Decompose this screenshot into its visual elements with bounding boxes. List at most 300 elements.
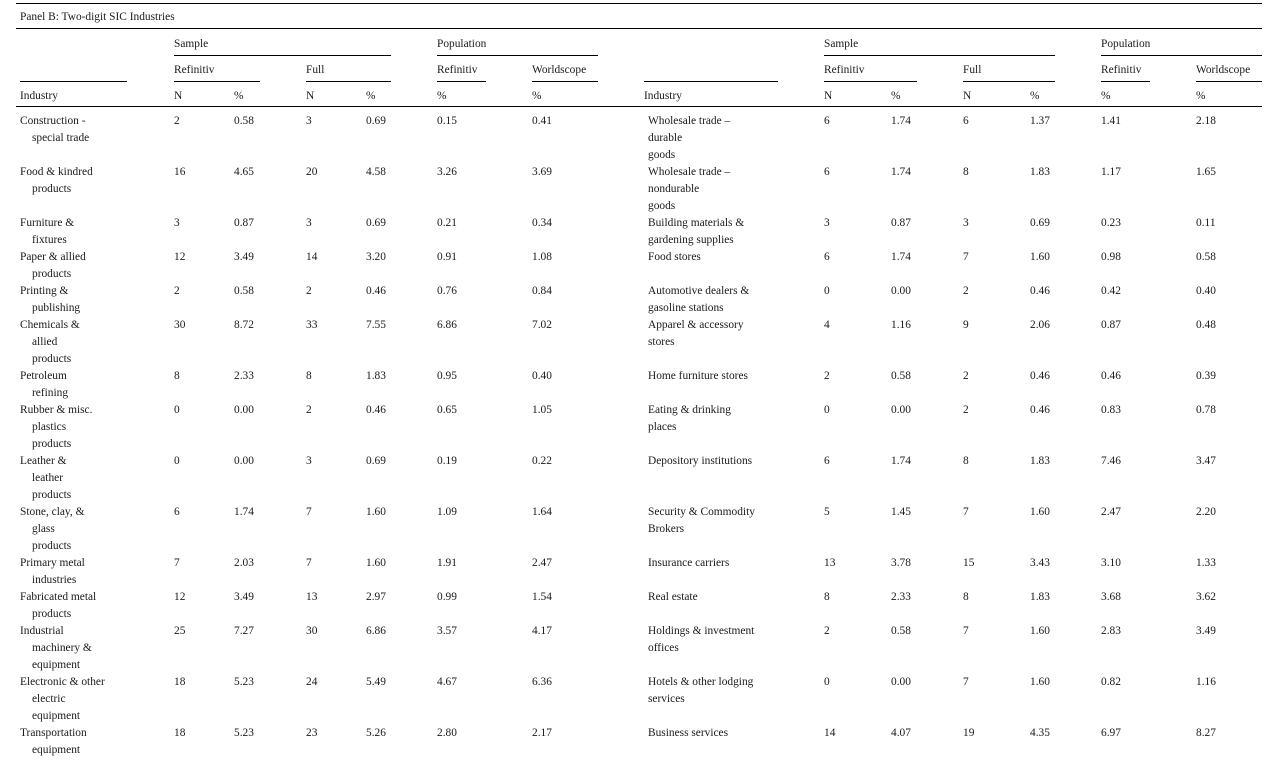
table-row bbox=[16, 453, 1262, 504]
industry-name-line: Leather & bbox=[20, 455, 67, 467]
right-refinitiv-pct-cell: 1.74 bbox=[891, 115, 911, 127]
industry-cell-right bbox=[644, 674, 824, 725]
left-full-n-cell: 3 bbox=[306, 115, 312, 127]
header-n-right-1: N bbox=[824, 90, 833, 102]
right-full-pct-cell: 1.60 bbox=[1030, 625, 1050, 637]
top-rule bbox=[16, 3, 1262, 4]
industry-name-line: Brokers bbox=[648, 523, 685, 535]
left-full-pct-cell: 1.60 bbox=[366, 557, 386, 569]
industry-name-line: Paper & allied bbox=[20, 251, 86, 263]
industry-name-line: Hotels & other lodging bbox=[648, 676, 754, 688]
industry-name-line: goods bbox=[648, 200, 676, 212]
industry-name-line: equipment bbox=[32, 710, 81, 722]
right-full-pct-cell: 1.83 bbox=[1030, 166, 1050, 178]
left-full-pct-cell: 0.69 bbox=[366, 115, 386, 127]
right-pop-refinitiv-cell: 1.41 bbox=[1101, 115, 1121, 127]
right-refinitiv-pct-cell: 0.00 bbox=[891, 676, 911, 688]
right-full-n-cell: 2 bbox=[963, 404, 969, 416]
left-refinitiv-n-cell: 12 bbox=[174, 251, 186, 263]
industry-name-line: equipment bbox=[32, 744, 81, 756]
header-refinitiv-sample-left-rule bbox=[174, 81, 260, 82]
industry-name-line: goods bbox=[648, 149, 676, 161]
left-pop-worldscope-cell: 0.22 bbox=[532, 455, 552, 467]
left-full-pct-cell: 1.83 bbox=[366, 370, 386, 382]
table-row bbox=[16, 317, 1262, 368]
header-worldscope-left-rule bbox=[532, 81, 598, 82]
header-refinitiv-pop-left-rule bbox=[437, 81, 486, 82]
right-pop-refinitiv-cell: 0.23 bbox=[1101, 217, 1121, 229]
header-full-right: Full bbox=[963, 64, 982, 76]
left-full-n-cell: 33 bbox=[306, 319, 318, 331]
right-refinitiv-n-cell: 0 bbox=[824, 676, 830, 688]
left-refinitiv-n-cell: 2 bbox=[174, 115, 180, 127]
right-pop-worldscope-cell: 1.65 bbox=[1196, 166, 1216, 178]
right-pop-worldscope-cell: 0.39 bbox=[1196, 370, 1216, 382]
title-rule bbox=[16, 28, 1262, 29]
left-pop-refinitiv-cell: 3.26 bbox=[437, 166, 457, 178]
left-refinitiv-n-cell: 12 bbox=[174, 591, 186, 603]
industry-name-line: durable bbox=[648, 132, 683, 144]
left-pop-refinitiv-cell: 0.19 bbox=[437, 455, 457, 467]
industry-name-line: Chemicals & bbox=[20, 319, 80, 331]
industry-name-line: products bbox=[32, 489, 72, 501]
left-refinitiv-pct-cell: 3.49 bbox=[234, 251, 254, 263]
left-full-pct-cell: 0.46 bbox=[366, 285, 386, 297]
header-full-right-rule bbox=[963, 81, 1055, 82]
industry-cell-right bbox=[644, 725, 824, 759]
left-refinitiv-n-cell: 8 bbox=[174, 370, 180, 382]
left-full-n-cell: 2 bbox=[306, 285, 312, 297]
industry-name-line: Electronic & other bbox=[20, 676, 105, 688]
industry-name-line: products bbox=[32, 268, 72, 280]
right-pop-worldscope-cell: 2.18 bbox=[1196, 115, 1216, 127]
industry-name-line: places bbox=[648, 421, 677, 433]
left-full-pct-cell: 2.97 bbox=[366, 591, 386, 603]
table-row bbox=[16, 589, 1262, 623]
right-full-pct-cell: 1.60 bbox=[1030, 251, 1050, 263]
industry-name-line: gardening supplies bbox=[648, 234, 734, 246]
industry-cell-right bbox=[644, 623, 824, 674]
industry-name-line: products bbox=[32, 183, 72, 195]
left-refinitiv-pct-cell: 1.74 bbox=[234, 506, 254, 518]
right-pop-worldscope-cell: 1.33 bbox=[1196, 557, 1216, 569]
right-full-n-cell: 15 bbox=[963, 557, 975, 569]
right-pop-worldscope-cell: 2.20 bbox=[1196, 506, 1216, 518]
industry-name-line: Construction - bbox=[20, 115, 86, 127]
industry-cell-right bbox=[644, 113, 824, 164]
left-pop-worldscope-cell: 4.17 bbox=[532, 625, 552, 637]
right-pop-worldscope-cell: 1.16 bbox=[1196, 676, 1216, 688]
left-pop-refinitiv-cell: 4.67 bbox=[437, 676, 457, 688]
left-refinitiv-n-cell: 0 bbox=[174, 455, 180, 467]
header-worldscope-left: Worldscope bbox=[532, 64, 587, 76]
right-pop-worldscope-cell: 3.47 bbox=[1196, 455, 1216, 467]
right-full-n-cell: 3 bbox=[963, 217, 969, 229]
right-full-pct-cell: 0.46 bbox=[1030, 404, 1050, 416]
header-worldscope-right: Worldscope bbox=[1196, 64, 1251, 76]
left-pop-worldscope-cell: 7.02 bbox=[532, 319, 552, 331]
industry-name-line: products bbox=[32, 540, 72, 552]
header-rule bbox=[16, 106, 1262, 107]
left-full-n-cell: 23 bbox=[306, 727, 318, 739]
header-refinitiv-sample-left: Refinitiv bbox=[174, 64, 215, 76]
header-pct-right-3: % bbox=[1101, 90, 1111, 102]
right-pop-refinitiv-cell: 6.97 bbox=[1101, 727, 1121, 739]
left-full-pct-cell: 5.49 bbox=[366, 676, 386, 688]
right-full-pct-cell: 2.06 bbox=[1030, 319, 1050, 331]
header-pct-right-2: % bbox=[1030, 90, 1040, 102]
industry-name-line: services bbox=[648, 693, 685, 705]
header-n-left-1: N bbox=[174, 90, 183, 102]
industry-name-line: Transportation bbox=[20, 727, 87, 739]
right-pop-refinitiv-cell: 0.46 bbox=[1101, 370, 1121, 382]
industry-name-line: Industrial bbox=[20, 625, 64, 637]
right-pop-refinitiv-cell: 3.10 bbox=[1101, 557, 1121, 569]
right-refinitiv-n-cell: 0 bbox=[824, 285, 830, 297]
right-pop-refinitiv-cell: 3.68 bbox=[1101, 591, 1121, 603]
right-full-n-cell: 9 bbox=[963, 319, 969, 331]
right-refinitiv-pct-cell: 1.74 bbox=[891, 455, 911, 467]
industry-cell-left bbox=[16, 623, 174, 674]
left-full-n-cell: 3 bbox=[306, 455, 312, 467]
header-industry-right: Industry bbox=[644, 90, 682, 102]
table-row bbox=[16, 725, 1262, 759]
right-refinitiv-pct-cell: 1.45 bbox=[891, 506, 911, 518]
right-refinitiv-pct-cell: 3.78 bbox=[891, 557, 911, 569]
left-pop-worldscope-cell: 3.69 bbox=[532, 166, 552, 178]
right-full-n-cell: 19 bbox=[963, 727, 975, 739]
header-industry-right-rule bbox=[644, 81, 778, 82]
left-full-n-cell: 24 bbox=[306, 676, 318, 688]
left-refinitiv-pct-cell: 8.72 bbox=[234, 319, 254, 331]
industry-cell-left bbox=[16, 504, 174, 555]
header-sample-right-rule bbox=[824, 55, 1055, 56]
right-refinitiv-pct-cell: 1.74 bbox=[891, 251, 911, 263]
header-refinitiv-pop-left: Refinitiv bbox=[437, 64, 478, 76]
right-pop-refinitiv-cell: 2.47 bbox=[1101, 506, 1121, 518]
left-refinitiv-n-cell: 18 bbox=[174, 676, 186, 688]
header-population-right: Population bbox=[1101, 38, 1151, 50]
left-pop-refinitiv-cell: 0.15 bbox=[437, 115, 457, 127]
left-pop-worldscope-cell: 0.34 bbox=[532, 217, 552, 229]
left-refinitiv-n-cell: 25 bbox=[174, 625, 186, 637]
right-full-n-cell: 2 bbox=[963, 370, 969, 382]
header-pct-left-3: % bbox=[437, 90, 447, 102]
left-pop-refinitiv-cell: 1.91 bbox=[437, 557, 457, 569]
industry-name-line: Holdings & investment bbox=[648, 625, 755, 637]
left-pop-worldscope-cell: 1.05 bbox=[532, 404, 552, 416]
header-full-left-rule bbox=[306, 81, 391, 82]
left-full-pct-cell: 0.46 bbox=[366, 404, 386, 416]
left-pop-worldscope-cell: 0.84 bbox=[532, 285, 552, 297]
industry-name-line: Rubber & misc. bbox=[20, 404, 93, 416]
left-full-pct-cell: 3.20 bbox=[366, 251, 386, 263]
right-full-pct-cell: 0.46 bbox=[1030, 285, 1050, 297]
left-pop-worldscope-cell: 1.54 bbox=[532, 591, 552, 603]
industry-name-line: Food stores bbox=[648, 251, 701, 263]
industry-name-line: fixtures bbox=[32, 234, 67, 246]
right-refinitiv-n-cell: 13 bbox=[824, 557, 836, 569]
left-pop-refinitiv-cell: 0.99 bbox=[437, 591, 457, 603]
industry-name-line: Furniture & bbox=[20, 217, 75, 229]
industry-name-line: Wholesale trade – bbox=[648, 166, 731, 178]
header-population-left: Population bbox=[437, 38, 487, 50]
industry-name-line: Insurance carriers bbox=[648, 557, 730, 569]
left-refinitiv-pct-cell: 2.03 bbox=[234, 557, 254, 569]
left-pop-refinitiv-cell: 0.76 bbox=[437, 285, 457, 297]
right-pop-worldscope-cell: 3.49 bbox=[1196, 625, 1216, 637]
industry-cell-right bbox=[644, 317, 824, 368]
left-full-n-cell: 2 bbox=[306, 404, 312, 416]
right-refinitiv-pct-cell: 1.16 bbox=[891, 319, 911, 331]
left-refinitiv-pct-cell: 5.23 bbox=[234, 727, 254, 739]
industry-cell-right bbox=[644, 368, 824, 402]
table-row bbox=[16, 283, 1262, 317]
left-full-pct-cell: 1.60 bbox=[366, 506, 386, 518]
left-refinitiv-pct-cell: 5.23 bbox=[234, 676, 254, 688]
right-full-pct-cell: 3.43 bbox=[1030, 557, 1050, 569]
left-refinitiv-n-cell: 30 bbox=[174, 319, 186, 331]
table-row bbox=[16, 249, 1262, 283]
right-refinitiv-pct-cell: 0.00 bbox=[891, 404, 911, 416]
header-full-left: Full bbox=[306, 64, 325, 76]
right-refinitiv-n-cell: 3 bbox=[824, 217, 830, 229]
left-full-pct-cell: 7.55 bbox=[366, 319, 386, 331]
industry-cell-left bbox=[16, 249, 174, 283]
left-full-pct-cell: 5.26 bbox=[366, 727, 386, 739]
left-pop-refinitiv-cell: 0.21 bbox=[437, 217, 457, 229]
industry-name-line: Primary metal bbox=[20, 557, 85, 569]
right-refinitiv-n-cell: 6 bbox=[824, 251, 830, 263]
industry-cell-right bbox=[644, 453, 824, 504]
panel-title: Panel B: Two-digit SIC Industries bbox=[20, 11, 175, 23]
right-refinitiv-pct-cell: 4.07 bbox=[891, 727, 911, 739]
industry-name-line: Printing & bbox=[20, 285, 69, 297]
table-row bbox=[16, 113, 1262, 164]
industry-cell-right bbox=[644, 249, 824, 283]
left-full-n-cell: 20 bbox=[306, 166, 318, 178]
left-pop-worldscope-cell: 6.36 bbox=[532, 676, 552, 688]
industry-name-line: Wholesale trade – bbox=[648, 115, 731, 127]
left-refinitiv-n-cell: 6 bbox=[174, 506, 180, 518]
sic-industry-table bbox=[16, 113, 1262, 759]
header-refinitiv-pop-right: Refinitiv bbox=[1101, 64, 1142, 76]
industry-name-line: Real estate bbox=[648, 591, 698, 603]
left-refinitiv-pct-cell: 4.65 bbox=[234, 166, 254, 178]
table-row bbox=[16, 164, 1262, 215]
industry-name-line: Depository institutions bbox=[648, 455, 753, 467]
industry-name-line: refining bbox=[32, 387, 69, 399]
industry-cell-left bbox=[16, 215, 174, 249]
left-refinitiv-n-cell: 2 bbox=[174, 285, 180, 297]
right-full-n-cell: 8 bbox=[963, 591, 969, 603]
industry-name-line: Building materials & bbox=[648, 217, 745, 229]
table-row bbox=[16, 555, 1262, 589]
right-full-n-cell: 2 bbox=[963, 285, 969, 297]
right-pop-refinitiv-cell: 0.98 bbox=[1101, 251, 1121, 263]
header-population-left-rule bbox=[437, 55, 598, 56]
left-refinitiv-pct-cell: 0.87 bbox=[234, 217, 254, 229]
left-pop-worldscope-cell: 1.08 bbox=[532, 251, 552, 263]
header-sample-left-rule bbox=[174, 55, 391, 56]
right-pop-refinitiv-cell: 0.42 bbox=[1101, 285, 1121, 297]
left-full-pct-cell: 4.58 bbox=[366, 166, 386, 178]
table-row bbox=[16, 368, 1262, 402]
right-refinitiv-n-cell: 6 bbox=[824, 455, 830, 467]
header-n-right-2: N bbox=[963, 90, 972, 102]
industry-name-line: leather bbox=[32, 472, 63, 484]
header-refinitiv-sample-right: Refinitiv bbox=[824, 64, 865, 76]
header-sample-right: Sample bbox=[824, 38, 859, 50]
right-refinitiv-pct-cell: 2.33 bbox=[891, 591, 911, 603]
left-pop-refinitiv-cell: 3.57 bbox=[437, 625, 457, 637]
left-refinitiv-pct-cell: 7.27 bbox=[234, 625, 254, 637]
table-row bbox=[16, 504, 1262, 555]
left-pop-worldscope-cell: 2.17 bbox=[532, 727, 552, 739]
left-pop-refinitiv-cell: 6.86 bbox=[437, 319, 457, 331]
left-pop-worldscope-cell: 2.47 bbox=[532, 557, 552, 569]
right-pop-refinitiv-cell: 1.17 bbox=[1101, 166, 1121, 178]
industry-cell-right bbox=[644, 589, 824, 623]
industry-name-line: products bbox=[32, 353, 72, 365]
right-refinitiv-n-cell: 2 bbox=[824, 370, 830, 382]
header-pct-left-2: % bbox=[366, 90, 376, 102]
industry-name-line: machinery & bbox=[32, 642, 92, 654]
right-pop-refinitiv-cell: 0.87 bbox=[1101, 319, 1121, 331]
industry-cell-left bbox=[16, 164, 174, 215]
industry-name-line: stores bbox=[648, 336, 675, 348]
industry-name-line: industries bbox=[32, 574, 77, 586]
industry-name-line: Home furniture stores bbox=[648, 370, 748, 382]
industry-name-line: Fabricated metal bbox=[20, 591, 97, 603]
left-refinitiv-n-cell: 16 bbox=[174, 166, 186, 178]
right-pop-worldscope-cell: 0.78 bbox=[1196, 404, 1216, 416]
left-refinitiv-pct-cell: 3.49 bbox=[234, 591, 254, 603]
industry-cell-right bbox=[644, 402, 824, 453]
right-pop-refinitiv-cell: 7.46 bbox=[1101, 455, 1121, 467]
left-refinitiv-n-cell: 18 bbox=[174, 727, 186, 739]
industry-name-line: special trade bbox=[32, 132, 90, 144]
industry-name-line: Eating & drinking bbox=[648, 404, 731, 416]
left-full-pct-cell: 0.69 bbox=[366, 455, 386, 467]
right-full-n-cell: 7 bbox=[963, 676, 969, 688]
table-row bbox=[16, 402, 1262, 453]
right-refinitiv-pct-cell: 0.00 bbox=[891, 285, 911, 297]
industry-cell-left bbox=[16, 453, 174, 504]
left-refinitiv-n-cell: 7 bbox=[174, 557, 180, 569]
industry-name-line: gasoline stations bbox=[648, 302, 724, 314]
right-refinitiv-n-cell: 4 bbox=[824, 319, 830, 331]
left-refinitiv-n-cell: 0 bbox=[174, 404, 180, 416]
left-full-n-cell: 30 bbox=[306, 625, 318, 637]
right-pop-worldscope-cell: 0.40 bbox=[1196, 285, 1216, 297]
right-refinitiv-n-cell: 8 bbox=[824, 591, 830, 603]
industry-name-line: plastics bbox=[32, 421, 67, 433]
industry-cell-left bbox=[16, 674, 174, 725]
right-refinitiv-n-cell: 2 bbox=[824, 625, 830, 637]
left-refinitiv-pct-cell: 0.58 bbox=[234, 115, 254, 127]
industry-name-line: Apparel & accessory bbox=[648, 319, 744, 331]
left-full-n-cell: 8 bbox=[306, 370, 312, 382]
left-refinitiv-pct-cell: 0.58 bbox=[234, 285, 254, 297]
industry-name-line: nondurable bbox=[648, 183, 700, 195]
right-pop-refinitiv-cell: 2.83 bbox=[1101, 625, 1121, 637]
right-full-n-cell: 8 bbox=[963, 166, 969, 178]
table-row bbox=[16, 623, 1262, 674]
left-pop-refinitiv-cell: 0.65 bbox=[437, 404, 457, 416]
right-pop-refinitiv-cell: 0.82 bbox=[1101, 676, 1121, 688]
header-n-left-2: N bbox=[306, 90, 315, 102]
left-refinitiv-pct-cell: 2.33 bbox=[234, 370, 254, 382]
right-full-n-cell: 7 bbox=[963, 506, 969, 518]
header-refinitiv-sample-right-rule bbox=[824, 81, 917, 82]
industry-name-line: Petroleum bbox=[20, 370, 67, 382]
right-refinitiv-n-cell: 6 bbox=[824, 166, 830, 178]
right-full-n-cell: 7 bbox=[963, 625, 969, 637]
right-refinitiv-n-cell: 5 bbox=[824, 506, 830, 518]
industry-name-line: publishing bbox=[32, 302, 81, 314]
right-refinitiv-pct-cell: 0.87 bbox=[891, 217, 911, 229]
right-pop-worldscope-cell: 0.58 bbox=[1196, 251, 1216, 263]
industry-cell-left bbox=[16, 283, 174, 317]
left-full-n-cell: 13 bbox=[306, 591, 318, 603]
left-full-pct-cell: 6.86 bbox=[366, 625, 386, 637]
left-pop-refinitiv-cell: 0.91 bbox=[437, 251, 457, 263]
right-full-pct-cell: 4.35 bbox=[1030, 727, 1050, 739]
right-refinitiv-pct-cell: 0.58 bbox=[891, 625, 911, 637]
header-pct-left-1: % bbox=[234, 90, 244, 102]
industry-name-line: Stone, clay, & bbox=[20, 506, 85, 518]
industry-name-line: equipment bbox=[32, 659, 81, 671]
right-full-pct-cell: 1.83 bbox=[1030, 591, 1050, 603]
industry-cell-left bbox=[16, 402, 174, 453]
industry-cell-right bbox=[644, 215, 824, 249]
industry-name-line: Automotive dealers & bbox=[648, 285, 750, 297]
left-pop-worldscope-cell: 1.64 bbox=[532, 506, 552, 518]
industry-cell-right bbox=[644, 164, 824, 215]
industry-name-line: glass bbox=[32, 523, 55, 535]
header-pct-right-4: % bbox=[1196, 90, 1206, 102]
industry-cell-left bbox=[16, 555, 174, 589]
right-full-n-cell: 7 bbox=[963, 251, 969, 263]
left-full-n-cell: 7 bbox=[306, 506, 312, 518]
left-full-n-cell: 7 bbox=[306, 557, 312, 569]
industry-name-line: Food & kindred bbox=[20, 166, 93, 178]
right-full-pct-cell: 0.46 bbox=[1030, 370, 1050, 382]
industry-name-line: products bbox=[32, 608, 72, 620]
industry-cell-left bbox=[16, 113, 174, 164]
right-full-n-cell: 8 bbox=[963, 455, 969, 467]
industry-name-line: Business services bbox=[648, 727, 729, 739]
right-full-n-cell: 6 bbox=[963, 115, 969, 127]
header-industry-left-rule bbox=[20, 81, 127, 82]
right-refinitiv-pct-cell: 1.74 bbox=[891, 166, 911, 178]
right-full-pct-cell: 1.37 bbox=[1030, 115, 1050, 127]
table-body bbox=[16, 113, 1262, 759]
left-refinitiv-n-cell: 3 bbox=[174, 217, 180, 229]
left-pop-refinitiv-cell: 2.80 bbox=[437, 727, 457, 739]
industry-name-line: products bbox=[32, 438, 72, 450]
right-refinitiv-n-cell: 6 bbox=[824, 115, 830, 127]
industry-cell-right bbox=[644, 555, 824, 589]
industry-name-line: offices bbox=[648, 642, 679, 654]
header-population-right-rule bbox=[1101, 55, 1262, 56]
right-full-pct-cell: 1.60 bbox=[1030, 676, 1050, 688]
industry-cell-right bbox=[644, 283, 824, 317]
right-full-pct-cell: 0.69 bbox=[1030, 217, 1050, 229]
industry-name-line: electric bbox=[32, 693, 66, 705]
industry-name-line: Security & Commodity bbox=[648, 506, 755, 518]
